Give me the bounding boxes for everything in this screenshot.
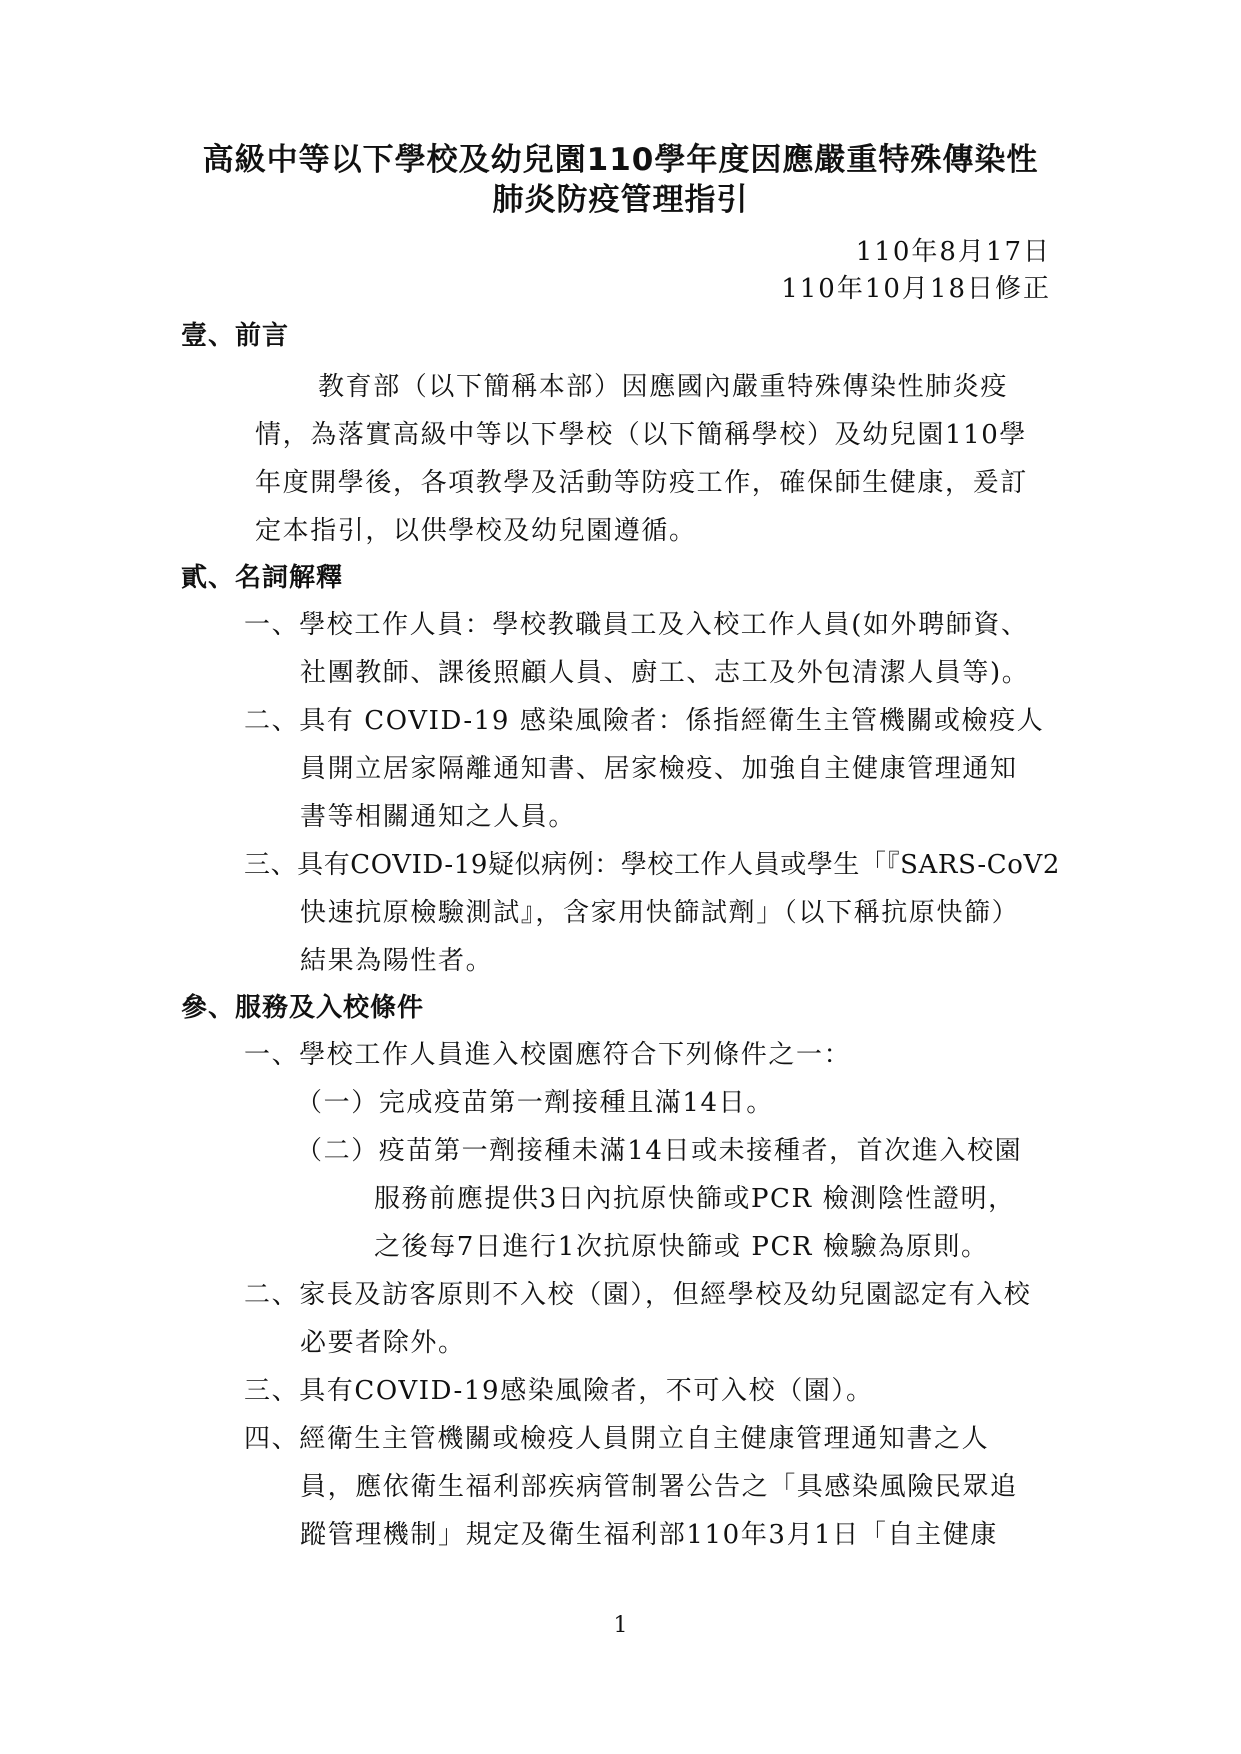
list-item-continuation: 結果為陽性者。	[300, 946, 494, 976]
sub-list-item: （一）完成疫苗第一劑接種且滿14日。	[296, 1088, 774, 1118]
list-item: 一、學校工作人員：學校教職員工及入校工作人員(如外聘師資、	[244, 610, 1029, 640]
sub-list-item-continuation: 服務前應提供3日內抗原快篩或PCR 檢測陰性證明，	[374, 1184, 1016, 1214]
revision-date: 110年10月18日修正	[781, 274, 1051, 304]
list-item: 二、家長及訪客原則不入校（園），但經學校及幼兒園認定有入校	[244, 1280, 1032, 1310]
list-item: 三、具有COVID-19感染風險者，不可入校（園）。	[244, 1376, 874, 1406]
list-item-continuation: 書等相關通知之人員。	[300, 802, 577, 832]
paragraph-line: 年度開學後，各項教學及活動等防疫工作，確保師生健康，爰訂	[255, 468, 1028, 498]
list-item: 一、學校工作人員進入校園應符合下列條件之一：	[244, 1040, 852, 1070]
list-item-continuation: 蹤管理機制」規定及衛生福利部110年3月1日「自主健康	[300, 1520, 998, 1550]
list-item: 二、具有 COVID-19 感染風險者：係指經衛生主管機關或檢疫人	[244, 706, 1045, 736]
sub-list-item-continuation: 之後每7日進行1次抗原快篩或 PCR 檢驗為原則。	[374, 1232, 989, 1262]
list-item-continuation: 快速抗原檢驗測試』，含家用快篩試劑」（以下稱抗原快篩）	[300, 898, 1020, 928]
paragraph-line: 教育部（以下簡稱本部）因應國內嚴重特殊傳染性肺炎疫	[318, 372, 1009, 402]
section-heading-preface: 壹、前言	[181, 321, 290, 351]
paragraph-line: 情，為落實高級中等以下學校（以下簡稱學校）及幼兒園110學	[255, 420, 1028, 450]
list-item-continuation: 員，應依衛生福利部疾病管制署公告之「具感染風險民眾追	[300, 1472, 1018, 1502]
section-heading-entry-conditions: 參、服務及入校條件	[181, 993, 425, 1023]
document-title-line-2: 肺炎防疫管理指引	[492, 182, 749, 218]
page-number: 1	[613, 1613, 628, 1638]
section-heading-definitions: 貳、名詞解釋	[181, 563, 344, 593]
list-item-continuation: 必要者除外。	[300, 1328, 466, 1358]
list-item: 四、經衛生主管機關或檢疫人員開立自主健康管理通知書之人	[244, 1424, 990, 1454]
list-item: 三、具有COVID-19疑似病例：學校工作人員或學生「『SARS-CoV2	[244, 850, 1060, 880]
list-item-continuation: 員開立居家隔離通知書、居家檢疫、加強自主健康管理通知	[300, 754, 1018, 784]
list-item-continuation: 社團教師、課後照顧人員、廚工、志工及外包清潔人員等)。	[300, 658, 1030, 688]
document-title-line-1: 高級中等以下學校及幼兒園110學年度因應嚴重特殊傳染性	[202, 142, 1039, 178]
sub-list-item: （二）疫苗第一劑接種未滿14日或未接種者，首次進入校園	[296, 1136, 1023, 1166]
issue-date: 110年8月17日	[855, 237, 1051, 267]
paragraph-line: 定本指引，以供學校及幼兒園遵循。	[255, 516, 697, 546]
